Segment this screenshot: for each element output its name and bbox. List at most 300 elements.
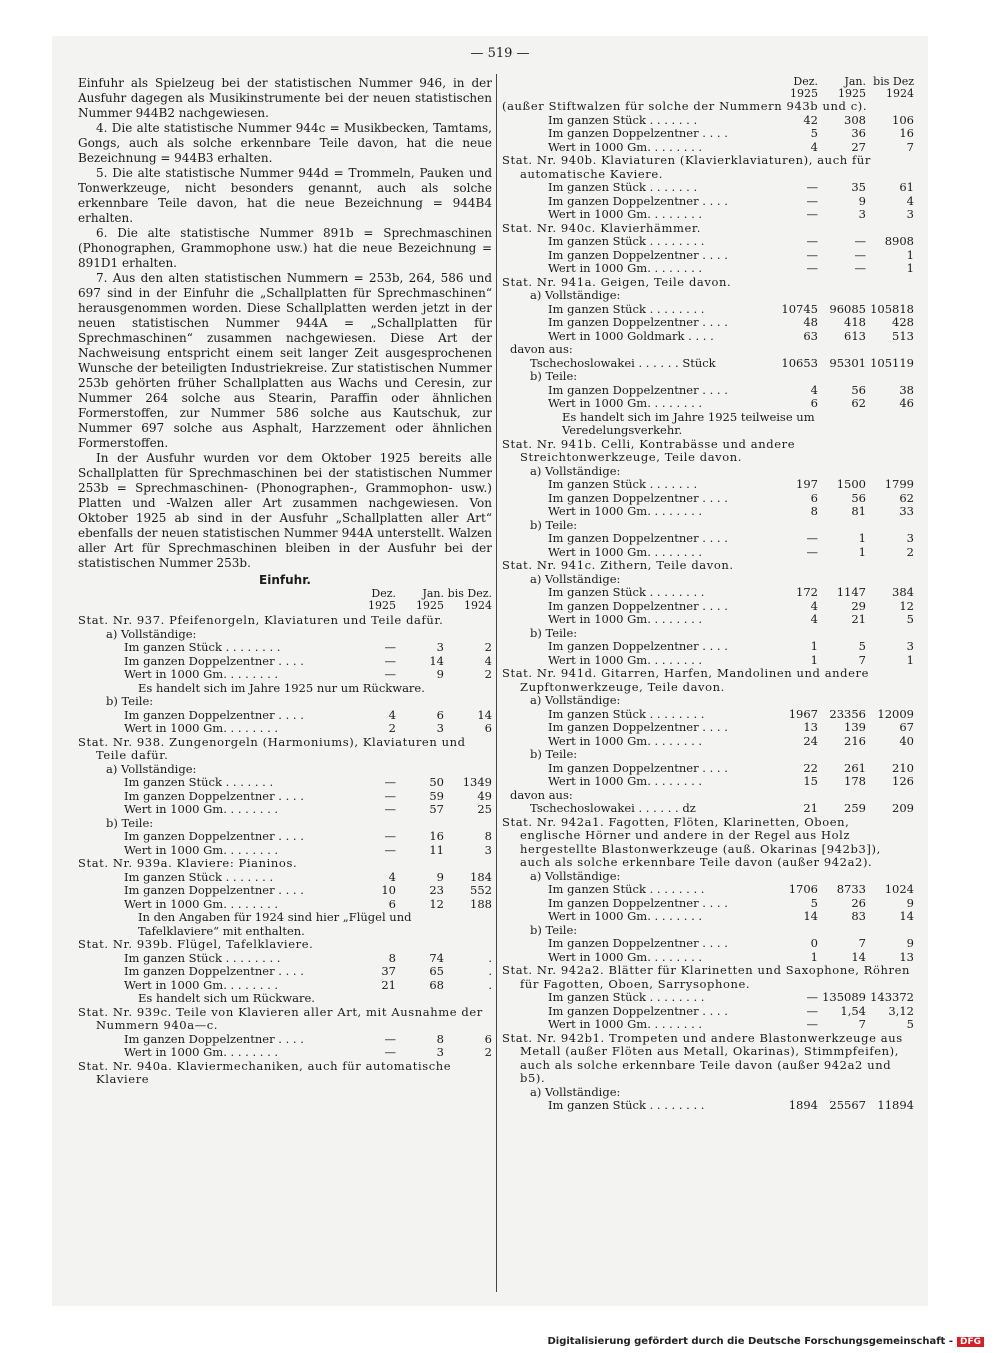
table-row	[502, 762, 914, 776]
row-value: 3	[906, 531, 914, 545]
right-statistics-table	[502, 100, 914, 1113]
row-label: Wert in 1000 Goldmark . . . .	[548, 329, 714, 343]
row-value: 10653	[781, 355, 818, 370]
entry-subheading: b) Teile:	[530, 625, 578, 640]
entry-subheading: b) Teile:	[530, 369, 578, 383]
row-value: 50	[429, 775, 444, 789]
table-row	[502, 708, 914, 722]
row-label: Im ganzen Stück . . . . . . .	[548, 181, 698, 194]
entry-subheading: a) Vollständige:	[530, 288, 621, 302]
row-value: 62	[851, 396, 866, 410]
row-label: Im ganzen Stück . . . . . . .	[548, 478, 698, 491]
row-label: Im ganzen Doppelzentner . . . .	[548, 127, 728, 140]
row-value: 29	[851, 598, 866, 613]
row-label: Im ganzen Doppelzentner . . . .	[548, 599, 728, 613]
row-value: 9	[436, 667, 444, 681]
row-value: 3	[858, 207, 866, 221]
row-label: Wert in 1000 Gm. . . . . . . .	[124, 803, 279, 816]
row-value: —	[854, 247, 866, 262]
row-value: 5	[810, 895, 818, 910]
row-value: 261	[844, 760, 866, 775]
row-value: 4	[810, 598, 818, 613]
row-value: 4	[906, 193, 914, 208]
table-row	[502, 1005, 914, 1019]
table-row	[502, 613, 914, 627]
row-value: 0	[810, 936, 818, 950]
col-head-year2: 1925	[416, 599, 444, 612]
row-label: Im ganzen Stück . . . . . . . .	[548, 302, 705, 316]
row-value: 21	[381, 977, 396, 992]
row-value: 3	[906, 207, 914, 221]
row-value: 1	[810, 949, 818, 964]
table-row	[78, 952, 492, 966]
row-value: 11	[429, 842, 444, 857]
row-value: 13	[803, 720, 818, 734]
row-label: Wert in 1000 Gm. . . . . . . .	[548, 208, 703, 221]
entry-subheading: davon aus:	[510, 787, 573, 802]
row-value: 3	[436, 721, 444, 735]
row-value: —	[806, 990, 818, 1004]
row-value: 38	[899, 382, 914, 397]
row-value: 1	[906, 247, 914, 262]
row-value: 27	[851, 139, 866, 154]
table-row	[78, 830, 492, 844]
row-value: —	[384, 640, 396, 654]
row-label: Wert in 1000 Gm. . . . . . . .	[548, 950, 703, 964]
row-value: 10	[381, 883, 396, 897]
table-row	[502, 735, 914, 749]
entry-subheading: a) Vollständige:	[530, 571, 621, 586]
col-head-jan: Jan.	[844, 75, 866, 88]
paragraph: 4. Die alte statistische Nummer 944c = Musikbecken, Tamtams, Gongs, auch als solche erkennbare Teile davon, hat die neue Bezeichnung = 944B3 erhalten.	[78, 121, 492, 165]
paragraph: 5. Die alte statistische Nummer 944d = Trommeln, Pauken und Tonwerkzeuge, nicht besonders genannt, auch als solche erkennbare Teile davon, hat die neue Bezeichnung = 944B4 erhalten.	[78, 166, 492, 225]
entry-note: Es handelt sich im Jahre 1925 nur um Rückware.	[138, 680, 425, 695]
row-value: 1	[906, 652, 914, 667]
row-value: 308	[844, 112, 866, 127]
row-value: —	[806, 531, 818, 545]
entry-subheading: a) Vollständige:	[530, 868, 621, 883]
row-label: Wert in 1000 Gm. . . . . . . .	[548, 653, 703, 667]
row-value: 1349	[462, 775, 492, 789]
row-value: 23356	[829, 706, 866, 721]
row-value: 2	[484, 1045, 492, 1059]
row-value: 7	[858, 936, 866, 950]
row-value: .	[488, 977, 492, 992]
row-label: Im ganzen Doppelzentner . . . .	[548, 761, 728, 775]
row-value: 513	[892, 328, 914, 343]
row-value: 21	[803, 801, 818, 815]
row-value: —	[384, 775, 396, 789]
row-value: 418	[844, 315, 866, 329]
table-row	[78, 979, 492, 993]
row-value: 24	[803, 733, 818, 748]
entry-subheading: b) Teile:	[530, 922, 578, 937]
row-value: 4	[484, 653, 492, 668]
row-value: 188	[470, 896, 492, 911]
row-value: —	[806, 234, 818, 248]
table-row	[502, 1099, 914, 1113]
row-value: —	[384, 802, 396, 816]
table-row	[502, 802, 914, 816]
row-value: 8908	[884, 234, 914, 248]
row-value: 3	[484, 842, 492, 857]
entry-title: Stat. Nr. 939a. Klaviere: Pianinos.	[78, 856, 298, 870]
table-row	[502, 127, 914, 141]
row-value: 1706	[788, 882, 818, 896]
row-label: Im ganzen Stück . . . . . . . .	[548, 707, 705, 721]
table-row	[78, 871, 492, 885]
row-value: —	[806, 1017, 818, 1031]
col-head-year3: 1924	[464, 599, 492, 612]
row-value: —	[384, 667, 396, 681]
row-value: 4	[388, 707, 396, 722]
row-value: 3	[906, 639, 914, 653]
row-value: 83	[851, 909, 866, 923]
row-value: —	[854, 261, 866, 275]
row-value: 4	[810, 382, 818, 397]
row-value: 6	[388, 896, 396, 911]
entry-subheading: b) Teile:	[106, 815, 154, 830]
row-value: —	[854, 234, 866, 248]
row-value: —	[806, 180, 818, 194]
row-label: Im ganzen Doppelzentner . . . .	[548, 937, 728, 950]
col-head-bis: bis	[873, 75, 890, 88]
table-row	[502, 330, 914, 344]
row-value: 1894	[788, 1098, 818, 1112]
row-value: 4	[810, 612, 818, 626]
row-label: Im ganzen Doppelzentner . . . .	[548, 491, 728, 505]
row-value: 5	[906, 612, 914, 626]
table-row	[502, 640, 914, 654]
row-value: 61	[899, 180, 914, 194]
row-value: 12	[899, 598, 914, 613]
row-value: 10745	[781, 301, 818, 316]
row-value: 57	[429, 802, 444, 816]
table-row	[502, 897, 914, 911]
row-label: Im ganzen Doppelzentner . . . .	[124, 708, 304, 722]
row-value: 6	[436, 707, 444, 722]
row-value: 1	[858, 531, 866, 545]
row-value: 14	[851, 949, 866, 964]
table-row	[502, 600, 914, 614]
table-row	[502, 721, 914, 735]
col-head-bis: bis	[447, 587, 464, 600]
row-label: Wert in 1000 Gm. . . . . . . .	[548, 397, 703, 410]
entry-title: Stat. Nr. 941c. Zithern, Teile davon.	[502, 558, 734, 572]
table-row	[502, 654, 914, 668]
row-value: 172	[796, 585, 818, 599]
row-value: —	[384, 653, 396, 668]
row-value: 1	[810, 652, 818, 667]
row-value: 1147	[836, 585, 866, 599]
row-value: —	[384, 1031, 396, 1046]
row-value: 6	[484, 1031, 492, 1046]
row-value: .	[488, 950, 492, 965]
row-value: 613	[844, 328, 866, 343]
row-label: Im ganzen Doppelzentner . . . .	[124, 789, 304, 803]
table-row	[78, 1033, 492, 1047]
entry-subheading: a) Vollständige:	[106, 626, 197, 641]
table-row	[502, 775, 914, 789]
row-value: 33	[899, 504, 914, 518]
entry-title: Stat. Nr. 942a1. Fagotten, Flöten, Klarinetten, Oboen, englische Hörner und andere in der Regel aus Holz hergestellte Blastonwerkzeuge (auß. Okarinas [942b3]), auch als solche erkennbare Teile davon (außer 942a2).	[502, 814, 881, 869]
row-label: Im ganzen Doppelzentner . . . .	[548, 316, 728, 329]
row-label: Wert in 1000 Gm. . . . . . . .	[548, 775, 703, 788]
row-value: 6	[810, 490, 818, 505]
footer-credit	[547, 1336, 984, 1347]
row-label: Im ganzen Doppelzentner . . . .	[548, 721, 728, 734]
row-label: Im ganzen Doppelzentner . . . .	[548, 532, 728, 545]
table-row	[78, 1046, 492, 1060]
entry-title: Stat. Nr. 942a2. Blätter für Klarinetten und Saxophone, Röhren für Fagotten, Oboen, Sarrysophone.	[502, 963, 911, 991]
table-row	[502, 303, 914, 317]
row-value: —	[806, 1003, 818, 1018]
row-label: Im ganzen Stück . . . . . . . .	[548, 235, 705, 248]
row-value: 8	[436, 1031, 444, 1046]
page-number: — 519 —	[470, 46, 530, 61]
row-value: —	[806, 261, 818, 275]
entry-title: Stat. Nr. 938. Zungenorgeln (Harmoniums), Klaviaturen und Teile dafür.	[78, 734, 466, 762]
col-head-year1: 1925	[368, 599, 396, 612]
row-label: Wert in 1000 Gm. . . . . . . .	[548, 734, 703, 748]
entry-title: Stat. Nr. 940c. Klavierhämmer.	[502, 220, 701, 235]
column-header-row2	[78, 600, 492, 612]
row-value: 259	[844, 801, 866, 815]
table-row	[502, 478, 914, 492]
left-statistics-table	[78, 614, 492, 1087]
row-value: 9	[906, 936, 914, 950]
entry-title: Stat. Nr. 941a. Geigen, Teile davon.	[502, 274, 732, 289]
entry-subheading: a) Vollständige:	[530, 463, 621, 478]
table-row	[502, 235, 914, 249]
entry-subheading: davon aus:	[510, 342, 573, 356]
paragraph: 7. Aus den alten statistischen Nummern = 253b, 264, 586 und 697 sind in der Einfuhr die „Schallplatten für Sprechmaschinen“ herausgenommen worden. Diese Schallplatten werden jetzt in der neuen statistischen Nummer 944A = „Schallplatten für Sprechmaschinen“ zusammen nachgewiesen. Diese Art der Nachweisung entspricht einem seit langer Zeit ausgesprochenen Wunsche der beteiligten Industriekreise. Zur statistischen Nummer 253b gehörten früher Schallplatten aus Wachs und Ceresin, zur Nummer 264 solche aus Stearin, Paraffin oder ähnlichen Formerstoffen, zur Nummer 586 solche aus Kautschuk, zur Nummer 697 solche aus Asphalt, Harzzement oder ähnlichen Formerstoffen.	[78, 271, 492, 450]
row-label: Tschechoslowakei . . . . . . dz	[530, 802, 696, 815]
row-label: Im ganzen Stück . . . . . . .	[124, 870, 274, 884]
row-value: 135089	[822, 990, 866, 1004]
row-label: Wert in 1000 Gm. . . . . . . .	[124, 843, 279, 857]
row-value: 22	[803, 760, 818, 775]
row-value: 16	[899, 126, 914, 140]
row-value: —	[806, 207, 818, 221]
entry-title: Stat. Nr. 940a. Klaviermechaniken, auch für automatische Klaviere	[78, 1058, 452, 1086]
table-row	[502, 114, 914, 128]
row-value: 26	[851, 895, 866, 910]
row-value: 7	[858, 652, 866, 667]
table-row	[502, 910, 914, 924]
row-label: Im ganzen Stück . . . . . . .	[124, 776, 274, 789]
col-head-jan: Jan.	[422, 587, 444, 600]
table-row	[502, 141, 914, 155]
entry-title: Stat. Nr. 937. Pfeifenorgeln, Klaviaturen und Teile dafür.	[78, 613, 444, 627]
row-value: 1	[810, 639, 818, 653]
row-value: 95301	[829, 355, 866, 370]
row-label: Im ganzen Stück . . . . . . .	[548, 113, 698, 127]
table-row	[78, 722, 492, 736]
row-value: 2	[388, 721, 396, 735]
row-value: 1,54	[840, 1003, 866, 1018]
row-value: 63	[803, 328, 818, 343]
col-head-year1: 1925	[790, 87, 818, 100]
row-value: 96085	[829, 301, 866, 316]
table-row	[502, 384, 914, 398]
row-value: 7	[906, 139, 914, 154]
row-label: Wert in 1000 Gm. . . . . . . .	[124, 1046, 279, 1059]
row-value: 3,12	[888, 1003, 914, 1018]
row-value: 81	[851, 504, 866, 518]
paragraph: In der Ausfuhr wurden vor dem Oktober 1925 bereits alle Schallplatten für Sprechmaschinen bei der statistischen Nummer 253b = Sprechmaschinen- (Phonographen-, Grammophon- usw.) Platten und -Walzen aller Art zusammen nachgewiesen. Von Oktober 1925 ab sind in der Ausfuhr „Schallplatten aller Art“ ebenfalls der neuen statistischen Nummer 944A unterstellt. Walzen aller Art für Sprechmaschinen bleiben in der Ausfuhr bei der statistischen Nummer 253b.	[78, 451, 492, 570]
table-row	[502, 991, 914, 1005]
row-value: 178	[844, 774, 866, 788]
row-value: 8	[810, 504, 818, 518]
table-row	[78, 709, 492, 723]
row-value: 5	[810, 126, 818, 140]
table-row	[78, 776, 492, 790]
row-label: Im ganzen Doppelzentner . . . .	[548, 383, 728, 397]
row-value: 7	[858, 1017, 866, 1031]
table-row	[78, 965, 492, 979]
row-label: Im ganzen Stück . . . . . . . .	[548, 991, 705, 1004]
row-value: 14	[899, 909, 914, 923]
row-value: —	[806, 193, 818, 208]
row-label: Im ganzen Doppelzentner . . . .	[548, 896, 728, 910]
row-label: Wert in 1000 Gm. . . . . . . .	[124, 978, 279, 992]
row-value: 16	[429, 829, 444, 843]
row-value: 209	[892, 801, 914, 815]
dfg-logo: DFG	[957, 1337, 984, 1347]
row-value: 25	[477, 802, 492, 816]
row-value: 106	[892, 112, 914, 127]
table-row	[78, 898, 492, 912]
table-row	[502, 492, 914, 506]
row-value: —	[384, 829, 396, 843]
row-value: 12009	[877, 706, 914, 721]
row-value: 56	[851, 490, 866, 505]
col-head-year2: 1925	[838, 87, 866, 100]
col-head-dez-b: Dez	[892, 75, 914, 88]
row-value: 139	[844, 720, 866, 734]
entry-subheading: a) Vollständige:	[530, 1084, 621, 1099]
row-label: Im ganzen Doppelzentner . . . .	[124, 654, 304, 668]
row-value: 6	[810, 396, 818, 410]
row-label: Im ganzen Stück . . . . . . . .	[548, 883, 705, 896]
row-value: 5	[906, 1017, 914, 1031]
entry-subheading: b) Teile:	[530, 747, 578, 761]
row-value: 1799	[884, 477, 914, 491]
table-row	[502, 546, 914, 560]
row-value: 197	[796, 477, 818, 491]
row-label: Tschechoslowakei . . . . . . Stück	[530, 356, 716, 370]
table-row	[502, 937, 914, 951]
row-value: 1024	[884, 882, 914, 896]
row-label: Im ganzen Stück . . . . . . . .	[124, 641, 281, 654]
entry-title: (außer Stiftwalzen für solche der Nummern 943b und c).	[502, 99, 868, 113]
row-value: 49	[477, 788, 492, 803]
row-value: 210	[892, 760, 914, 775]
row-label: Im ganzen Doppelzentner . . . .	[124, 830, 304, 843]
col-head-dez: Dez.	[793, 75, 818, 88]
table-row	[502, 397, 914, 411]
entry-title: Stat. Nr. 940b. Klaviaturen (Klavierklaviaturen), auch für automatische Kaviere.	[502, 153, 871, 181]
row-value: 37	[381, 964, 396, 978]
footer-text: Digitalisierung gefördert durch die Deutsche Forschungsgemeinschaft -	[547, 1336, 953, 1347]
row-value: 105119	[870, 355, 914, 370]
row-value: 74	[429, 950, 444, 965]
row-value: 6	[484, 721, 492, 735]
table-row	[78, 655, 492, 669]
row-value: 42	[803, 112, 818, 127]
table-row	[502, 586, 914, 600]
row-value: 23	[429, 883, 444, 897]
row-value: 428	[892, 315, 914, 329]
row-value: 21	[851, 612, 866, 626]
row-label: Wert in 1000 Gm. . . . . . . .	[548, 545, 703, 559]
entry-subheading: b) Teile:	[530, 517, 578, 532]
row-value: 35	[851, 180, 866, 194]
row-value: 3	[436, 640, 444, 654]
row-value: 9	[436, 869, 444, 884]
row-label: Wert in 1000 Gm. . . . . . . .	[548, 1018, 703, 1031]
row-label: Im ganzen Doppelzentner . . . .	[548, 248, 728, 262]
table-row	[502, 505, 914, 519]
section-heading: Einfuhr.	[259, 573, 311, 587]
table-row	[502, 195, 914, 209]
left-column	[78, 76, 492, 1087]
entry-title: Stat. Nr. 941d. Gitarren, Harfen, Mandolinen und andere Zupftonwerkzeuge, Teile davon.	[502, 666, 870, 694]
row-label: Im ganzen Doppelzentner . . . .	[548, 1004, 728, 1018]
row-label: Im ganzen Doppelzentner . . . .	[124, 1032, 304, 1046]
table-row	[78, 844, 492, 858]
row-value: 5	[858, 639, 866, 653]
row-label: Im ganzen Doppelzentner . . . .	[548, 194, 728, 208]
row-label: Wert in 1000 Gm. . . . . . . .	[548, 262, 703, 275]
entry-title: Stat. Nr. 941b. Celli, Kontrabässe und andere Streichtonwerkzeuge, Teile davon.	[502, 436, 796, 464]
row-value: 4	[810, 139, 818, 154]
col-head-dez: Dez.	[371, 587, 396, 600]
row-label: Im ganzen Stück . . . . . . . .	[124, 951, 281, 965]
row-value: 15	[803, 774, 818, 788]
row-value: 62	[899, 490, 914, 505]
row-value: 65	[429, 964, 444, 978]
row-value: 1	[906, 261, 914, 275]
row-label: Wert in 1000 Gm. . . . . . . .	[548, 613, 703, 626]
entry-title: Stat. Nr. 942b1. Trompeten und andere Blastonwerkzeuge aus Metall (außer Flöten aus Metall, Okarinas), Stimmpfeifen), auch als solche erkennbare Teile davon (außer 942a2 und b5).	[502, 1030, 903, 1085]
row-value: —	[384, 1045, 396, 1059]
table-row	[78, 668, 492, 682]
entry-title: Stat. Nr. 939c. Teile von Klavieren aller Art, mit Ausnahme der Nummern 940a—c.	[78, 1004, 483, 1032]
row-label: Wert in 1000 Gm. . . . . . . .	[124, 722, 279, 735]
row-value: 8	[484, 829, 492, 843]
row-label: Im ganzen Stück . . . . . . . .	[548, 1099, 705, 1112]
entry-note: Es handelt sich im Jahre 1925 teilweise um Veredelungsverkehr.	[562, 409, 815, 437]
entry-note: Es handelt sich um Rückware.	[138, 991, 315, 1005]
row-value: 56	[851, 382, 866, 397]
row-value: 105818	[870, 301, 914, 316]
row-value: —	[806, 247, 818, 262]
col-head-year3: 1924	[886, 87, 914, 100]
row-value: —	[384, 842, 396, 857]
row-value: 8733	[836, 882, 866, 896]
row-value: 184	[470, 869, 492, 884]
row-value: 2	[484, 640, 492, 654]
entry-subheading: a) Vollständige:	[530, 693, 621, 707]
column-divider	[496, 74, 497, 1292]
table-row	[502, 951, 914, 965]
row-value: 14	[477, 707, 492, 722]
row-value: 40	[899, 733, 914, 748]
row-value: 1967	[788, 706, 818, 721]
entry-subheading: b) Teile:	[106, 694, 154, 708]
